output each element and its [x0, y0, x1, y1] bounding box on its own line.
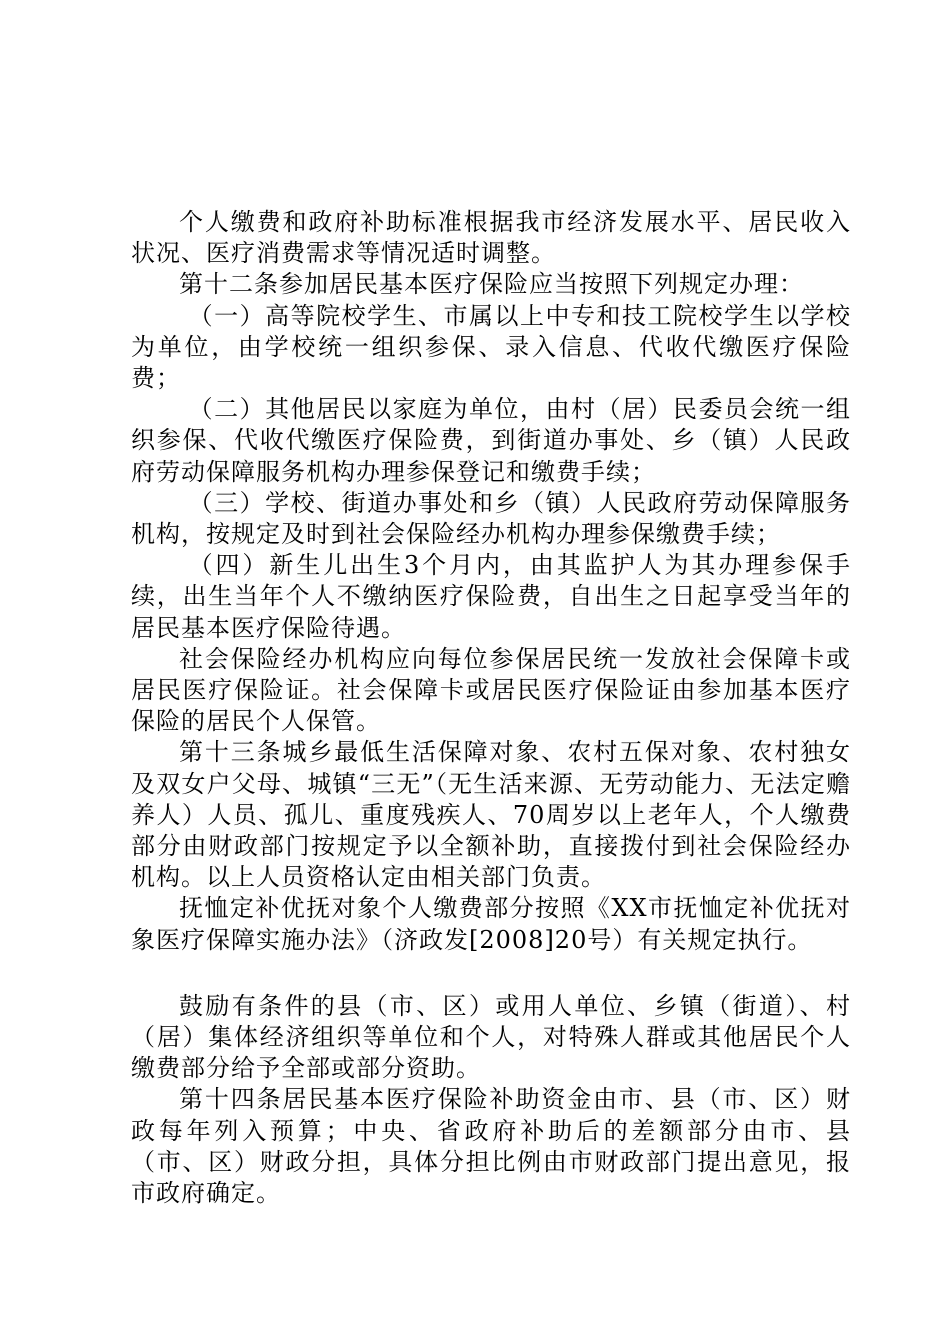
paragraph-article-14: 第十四条居民基本医疗保险补助资金由市、县（市、区）财政每年列入预算；中央、省政府补助后的差额部分由市、县（市、区）财政分担，具体分担比例由市财政部门提出意见，报市政府确定。 [131, 1085, 851, 1208]
paragraph-article-12: 第十二条参加居民基本医疗保险应当按照下列规定办理： [179, 270, 804, 299]
paragraph-article-13: 第十三条城乡最低生活保障对象、农村五保对象、农村独女及双女户父母、城镇“三无”（无生活来源、无劳动能力、无法定赡养人）人员、孤儿、重度残疾人、70周岁以上老年人，个人缴费部分由财政部门按规定予以全额补助，直接拨付到社会保险经办机构。以上人员资格认定由相关部门负责。 [131, 738, 851, 892]
paragraph-item-1: （一）高等院校学生、市属以上中专和技工院校学生以学校为单位，由学校统一组织参保、录入信息、代收代缴医疗保险费； [131, 301, 851, 393]
paragraph-pension-recipients: 抚恤定补优抚对象个人缴费部分按照《XX市抚恤定补优抚对象医疗保障实施办法》（济政发[2008]20号）有关规定执行。 [131, 894, 851, 954]
document-body [131, 207, 851, 1209]
paragraph-item-2: （二）其他居民以家庭为单位，由村（居）民委员会统一组织参保、代收代缴医疗保险费，到街道办事处、乡（镇）人民政府劳动保障服务机构办理参保登记和缴费手续； [131, 395, 851, 486]
paragraph-social-security-card: 社会保险经办机构应向每位参保居民统一发放社会保障卡或居民医疗保险证。社会保障卡或居民医疗保险证由参加基本医疗保险的居民个人保管。 [131, 644, 851, 736]
paragraph-item-3: （三）学校、街道办事处和乡（镇）人民政府劳动保障服务机构，按规定及时到社会保险经办机构办理参保缴费手续； [131, 488, 851, 549]
paragraph-gap [131, 956, 851, 991]
paragraph-encourage-funding: 鼓励有条件的县（市、区）或用人单位、乡镇（街道）、村（居）集体经济组织等单位和个人，对特殊人群或其他居民个人缴费部分给予全部或部分资助。 [131, 991, 851, 1083]
paragraph-item-4: （四）新生儿出生3个月内，由其监护人为其办理参保手续，出生当年个人不缴纳医疗保险费，自出生之日起享受当年的居民基本医疗保险待遇。 [131, 551, 851, 642]
paragraph-contribution-adjustment: 个人缴费和政府补助标准根据我市经济发展水平、居民收入状况、医疗消费需求等情况适时调整。 [131, 208, 851, 268]
